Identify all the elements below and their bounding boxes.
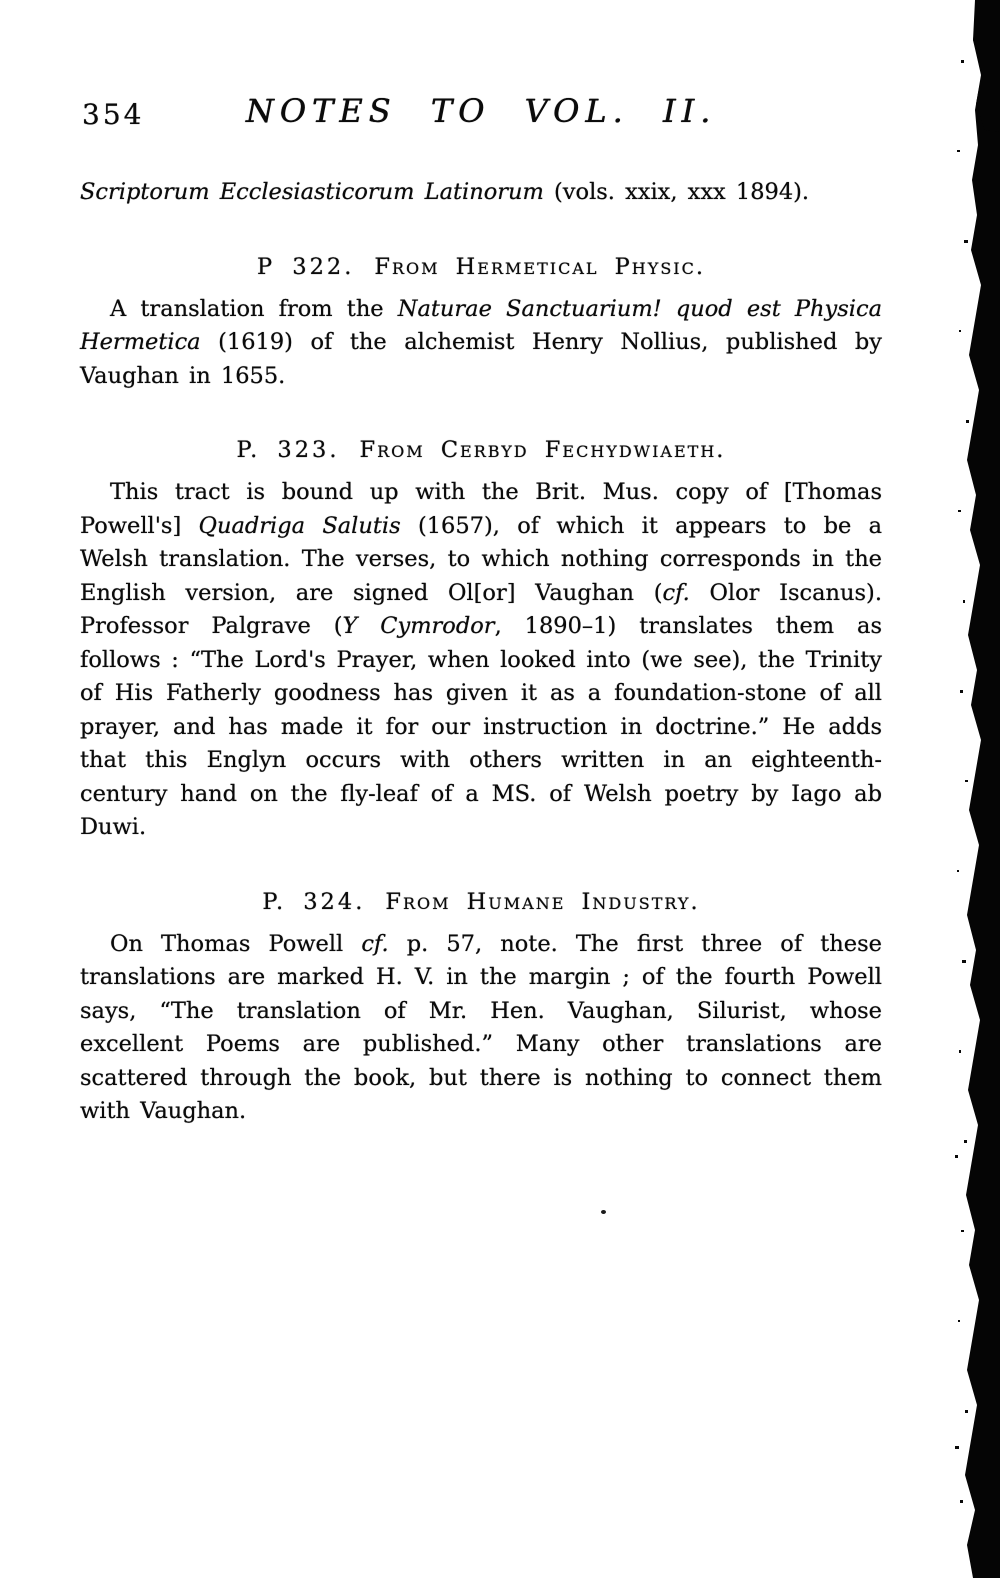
text-run: This tract is bound up with the Brit. Mus. copy of [Thomas Powell's] <box>80 479 882 539</box>
text-run: cf. <box>361 930 389 957</box>
text-run: (1657), of which it appears to be a Welsh translation. The verses, to which nothing corresponds in the English version, are signed Ol[or] Vaughan ( <box>80 512 883 606</box>
heading-p322 <box>80 254 882 280</box>
text-block <box>80 0 882 1129</box>
text-run: A translation from the <box>110 295 398 322</box>
paragraph-scriptorum <box>80 176 882 210</box>
text-run: (1619) of the alchemist Henry Nollius, published by Vaughan in 1655. <box>80 329 882 389</box>
text-run: cf. <box>662 579 690 606</box>
text-run: Y Cymrodor <box>342 613 495 639</box>
paragraph-hermetical-physic <box>80 293 882 394</box>
heading-p322-title: From Hermetical Physic. <box>374 253 705 280</box>
gutter-shadow-graphic <box>955 0 1000 1578</box>
heading-p323-title: From Cerbyd Fechydwiaeth. <box>359 437 726 463</box>
text-run: p. 57, note. The first three of these translations are marked H. V. in the margin ; of the fourth Powell says, “The translation of Mr. Hen. Vaughan, Silurist, whose excellent Poems are published.” Many other translations are scattered through the book, but there is nothing to connect them with Vaughan. <box>80 930 882 1124</box>
text-run: Olor Iscanus). Professor Palgrave ( <box>80 579 882 639</box>
heading-p323 <box>80 437 882 463</box>
page-title: NOTES TO VOL. II. <box>245 92 717 130</box>
page-gutter-shadow <box>955 0 1000 1578</box>
ink-speck <box>601 1210 606 1214</box>
running-head <box>80 92 882 138</box>
text-run: Scriptorum Ecclesiasticorum Latinorum <box>80 179 544 205</box>
heading-p324-number: P. 324. <box>262 888 366 915</box>
text-run: Quadriga Salutis <box>198 512 401 539</box>
text-run: (vols. xxix, xxx 1894). <box>543 179 810 205</box>
paragraph-cerbyd-fechydwiaeth <box>80 476 882 845</box>
heading-p323-number: P. 323. <box>236 437 340 463</box>
heading-p322-number: P 322. <box>256 253 355 280</box>
heading-p324 <box>80 889 882 915</box>
paragraph-humane-industry <box>80 928 882 1129</box>
text-run: , 1890–1) translates them as follows : “The Lord's Prayer, when looked into (we see), the Trinity of His Fatherly goodness has given it as a foundation-stone of all prayer, and has made it for our instruction in doctrine.” He adds that this Englyn occurs with others written in an eighteenth-century hand on the fly-leaf of a MS. of Welsh poetry by Iago ab Duwi. <box>80 613 882 840</box>
heading-p324-title: From Humane Industry. <box>385 888 700 915</box>
page-number: 354 <box>82 98 145 131</box>
text-run: On Thomas Powell <box>110 930 362 957</box>
text-run: Naturae Sanctuarium! quod est Physica Hermetica <box>80 295 882 355</box>
